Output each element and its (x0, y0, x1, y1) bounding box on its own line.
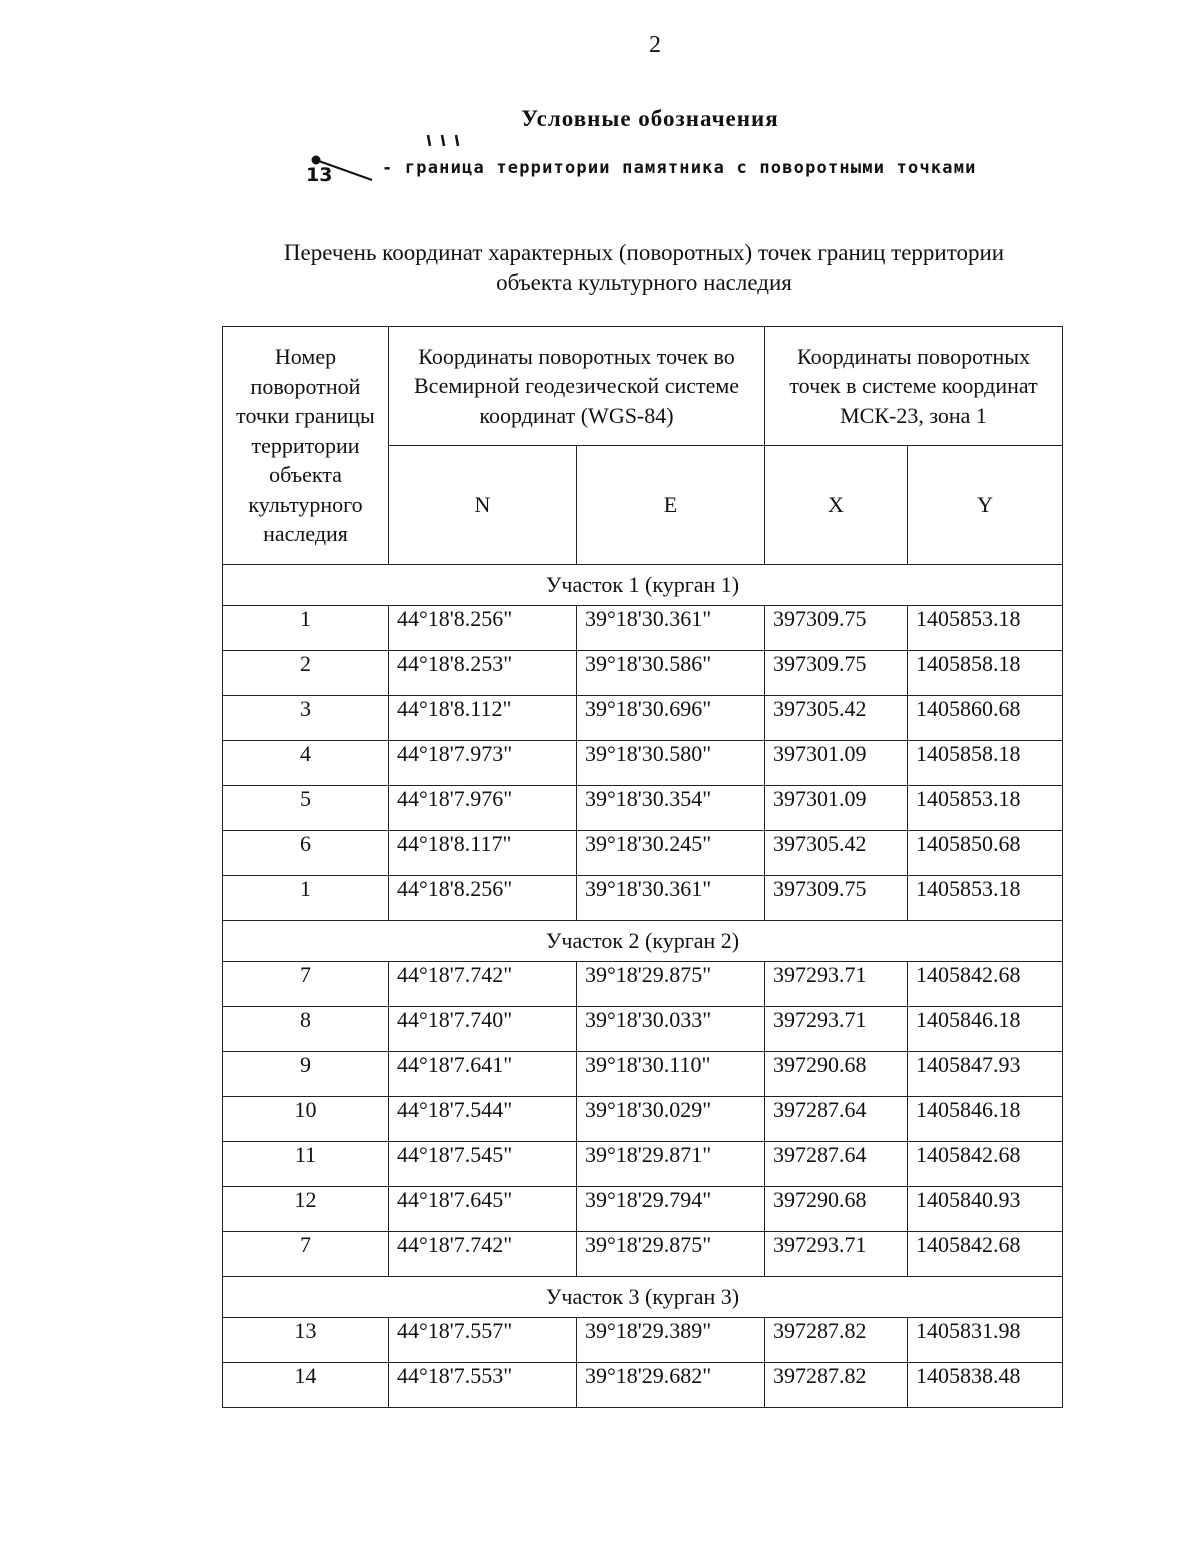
table-row (223, 1363, 1063, 1408)
page-number: 2 (649, 32, 661, 58)
point-number-cell: 3 (223, 696, 389, 741)
y-coordinate-cell: 1405853.18 (908, 786, 1063, 831)
point-number-cell: 8 (223, 1007, 389, 1052)
longitude-cell: 39°18'30.029" (577, 1097, 765, 1142)
table-row (223, 1318, 1063, 1363)
x-coordinate-cell: 397287.82 (765, 1318, 908, 1363)
point-number-cell: 4 (223, 741, 389, 786)
point-number-cell: 2 (223, 651, 389, 696)
longitude-cell: 39°18'29.389" (577, 1318, 765, 1363)
document-title-line-1: Перечень координат характерных (поворотных) точек границ территории (283, 240, 1005, 265)
longitude-cell: 39°18'30.361" (577, 876, 765, 921)
longitude-cell: 39°18'29.875" (577, 1232, 765, 1277)
latitude-cell: 44°18'8.256" (389, 876, 577, 921)
table-row (223, 786, 1063, 831)
longitude-cell: 39°18'30.245" (577, 831, 765, 876)
latitude-cell: 44°18'8.117" (389, 831, 577, 876)
x-coordinate-cell: 397287.64 (765, 1142, 908, 1187)
table-row (223, 606, 1063, 651)
y-coordinate-cell: 1405842.68 (908, 1142, 1063, 1187)
legend-item (300, 132, 1060, 192)
x-coordinate-cell: 397293.71 (765, 1007, 908, 1052)
header-msk23: Координаты поворотных точек в системе координат МСК-23, зона 1 (765, 327, 1063, 446)
point-number-cell: 9 (223, 1052, 389, 1097)
longitude-cell: 39°18'30.586" (577, 651, 765, 696)
x-coordinate-cell: 397301.09 (765, 741, 908, 786)
x-coordinate-cell: 397293.71 (765, 1232, 908, 1277)
y-coordinate-cell: 1405838.48 (908, 1363, 1063, 1408)
table-row (223, 1142, 1063, 1187)
latitude-cell: 44°18'7.976" (389, 786, 577, 831)
x-coordinate-cell: 397301.09 (765, 786, 908, 831)
x-coordinate-cell: 397293.71 (765, 962, 908, 1007)
x-coordinate-cell: 397309.75 (765, 651, 908, 696)
point-number-cell: 5 (223, 786, 389, 831)
latitude-cell: 44°18'7.973" (389, 741, 577, 786)
document-title (200, 238, 1088, 298)
legend-point-label: 13 (306, 164, 333, 186)
y-coordinate-cell: 1405847.93 (908, 1052, 1063, 1097)
latitude-cell: 44°18'7.545" (389, 1142, 577, 1187)
point-number-cell: 10 (223, 1097, 389, 1142)
longitude-cell: 39°18'29.875" (577, 962, 765, 1007)
point-number-cell: 7 (223, 1232, 389, 1277)
table-row (223, 1232, 1063, 1277)
longitude-cell: 39°18'30.033" (577, 1007, 765, 1052)
section-row (223, 565, 1063, 606)
longitude-cell: 39°18'30.580" (577, 741, 765, 786)
point-number-cell: 14 (223, 1363, 389, 1408)
point-number-cell: 6 (223, 831, 389, 876)
table-row (223, 1187, 1063, 1232)
latitude-cell: 44°18'8.256" (389, 606, 577, 651)
longitude-cell: 39°18'30.110" (577, 1052, 765, 1097)
y-coordinate-cell: 1405846.18 (908, 1097, 1063, 1142)
x-coordinate-cell: 397287.82 (765, 1363, 908, 1408)
table-row (223, 1007, 1063, 1052)
table-row (223, 741, 1063, 786)
latitude-cell: 44°18'7.553" (389, 1363, 577, 1408)
y-coordinate-cell: 1405858.18 (908, 651, 1063, 696)
section-row (223, 1277, 1063, 1318)
x-coordinate-cell: 397305.42 (765, 696, 908, 741)
table-row (223, 1097, 1063, 1142)
legend-title: Условные обозначения (521, 106, 779, 131)
longitude-cell: 39°18'29.682" (577, 1363, 765, 1408)
boundary-hatch-icon (420, 132, 480, 150)
section-title: Участок 1 (курган 1) (223, 565, 1063, 606)
latitude-cell: 44°18'7.544" (389, 1097, 577, 1142)
longitude-cell: 39°18'29.871" (577, 1142, 765, 1187)
section-title: Участок 3 (курган 3) (223, 1277, 1063, 1318)
table-row (223, 962, 1063, 1007)
y-coordinate-cell: 1405858.18 (908, 741, 1063, 786)
latitude-cell: 44°18'8.253" (389, 651, 577, 696)
table-body (223, 565, 1063, 1408)
latitude-cell: 44°18'7.742" (389, 1232, 577, 1277)
x-coordinate-cell: 397290.68 (765, 1052, 908, 1097)
section-row (223, 921, 1063, 962)
point-number-cell: 12 (223, 1187, 389, 1232)
x-coordinate-cell: 397309.75 (765, 876, 908, 921)
x-coordinate-cell: 397287.64 (765, 1097, 908, 1142)
longitude-cell: 39°18'29.794" (577, 1187, 765, 1232)
document-title-line-2: объекта культурного наследия (496, 270, 792, 295)
y-coordinate-cell: 1405842.68 (908, 1232, 1063, 1277)
y-coordinate-cell: 1405840.93 (908, 1187, 1063, 1232)
y-coordinate-cell: 1405860.68 (908, 696, 1063, 741)
latitude-cell: 44°18'8.112" (389, 696, 577, 741)
header-x: X (765, 446, 908, 565)
y-coordinate-cell: 1405831.98 (908, 1318, 1063, 1363)
longitude-cell: 39°18'30.696" (577, 696, 765, 741)
y-coordinate-cell: 1405853.18 (908, 876, 1063, 921)
coordinates-table (222, 326, 1063, 1408)
table-row (223, 651, 1063, 696)
y-coordinate-cell: 1405853.18 (908, 606, 1063, 651)
point-number-cell: 7 (223, 962, 389, 1007)
latitude-cell: 44°18'7.740" (389, 1007, 577, 1052)
x-coordinate-cell: 397309.75 (765, 606, 908, 651)
table-row (223, 696, 1063, 741)
y-coordinate-cell: 1405850.68 (908, 831, 1063, 876)
header-n: N (389, 446, 577, 565)
table-row (223, 831, 1063, 876)
point-number-cell: 1 (223, 876, 389, 921)
point-number-cell: 13 (223, 1318, 389, 1363)
legend-description: - граница территории памятника с поворотными точками (382, 158, 977, 178)
point-number-cell: 11 (223, 1142, 389, 1187)
table-row (223, 1052, 1063, 1097)
longitude-cell: 39°18'30.361" (577, 606, 765, 651)
y-coordinate-cell: 1405846.18 (908, 1007, 1063, 1052)
latitude-cell: 44°18'7.557" (389, 1318, 577, 1363)
x-coordinate-cell: 397290.68 (765, 1187, 908, 1232)
table-row (223, 876, 1063, 921)
latitude-cell: 44°18'7.742" (389, 962, 577, 1007)
header-y: Y (908, 446, 1063, 565)
header-e: E (577, 446, 765, 565)
header-wgs84: Координаты поворотных точек во Всемирной геодезической системе координат (WGS-84) (389, 327, 765, 446)
x-coordinate-cell: 397305.42 (765, 831, 908, 876)
y-coordinate-cell: 1405842.68 (908, 962, 1063, 1007)
header-point-number: Номер поворотной точки границы территории объекта культурного наследия (223, 327, 389, 565)
latitude-cell: 44°18'7.641" (389, 1052, 577, 1097)
latitude-cell: 44°18'7.645" (389, 1187, 577, 1232)
section-title: Участок 2 (курган 2) (223, 921, 1063, 962)
point-number-cell: 1 (223, 606, 389, 651)
longitude-cell: 39°18'30.354" (577, 786, 765, 831)
